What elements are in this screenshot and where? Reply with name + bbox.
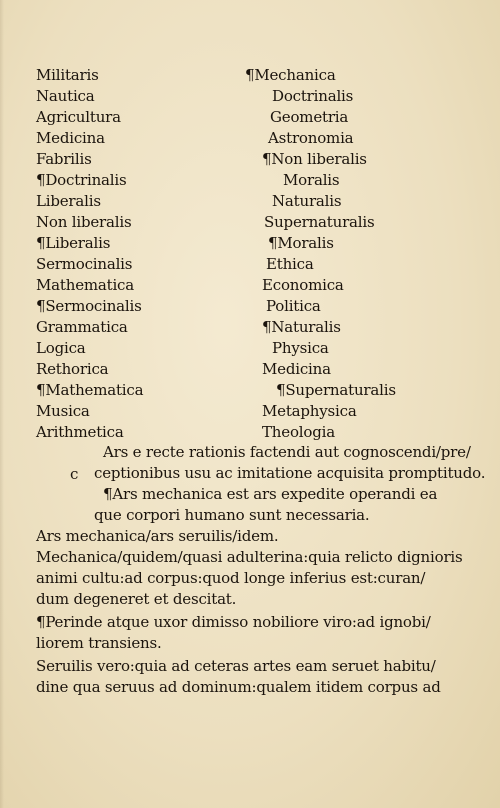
text-line: animi cultu:ad corpus:quod longe inferius est:curan/ xyxy=(36,569,426,587)
right-term: Politica xyxy=(266,297,321,315)
right-term: Supernaturalis xyxy=(264,213,375,231)
right-term: Physica xyxy=(272,339,329,357)
right-term: ¶Non liberalis xyxy=(262,150,367,168)
right-term: Metaphysica xyxy=(262,402,357,420)
right-term: Theologia xyxy=(262,423,335,441)
text-line: ¶Perinde atque uxor dimisso nobiliore viro:ad ignobi/ xyxy=(36,613,431,631)
left-term: Arithmetica xyxy=(36,423,124,441)
left-term: ¶Sermocinalis xyxy=(36,297,142,315)
text-line: liorem transiens. xyxy=(36,634,162,652)
left-term: Grammatica xyxy=(36,318,128,336)
left-term: Fabrilis xyxy=(36,150,92,168)
right-term: ¶Naturalis xyxy=(262,318,341,336)
right-term: Medicina xyxy=(262,360,331,378)
left-term: Agricultura xyxy=(36,108,121,126)
text-line: Mechanica/quidem/quasi adulterina:quia relicto dignioris xyxy=(36,548,463,566)
text-line: Ars mechanica/ars seruilis/idem. xyxy=(36,527,279,545)
page-gutter-shadow xyxy=(0,0,4,808)
left-term: Sermocinalis xyxy=(36,255,133,273)
left-term: Logica xyxy=(36,339,86,357)
right-term: Astronomia xyxy=(268,129,354,147)
left-term: Liberalis xyxy=(36,192,101,210)
left-term: Musica xyxy=(36,402,90,420)
right-term: Ethica xyxy=(266,255,314,273)
right-term: ¶Moralis xyxy=(268,234,334,252)
right-term: ¶Mechanica xyxy=(245,66,336,84)
text-line: ceptionibus usu ac imitatione acquisita promptitudo. xyxy=(94,464,486,482)
right-term: Moralis xyxy=(283,171,340,189)
left-term: ¶Doctrinalis xyxy=(36,171,127,189)
text-line: que corpori humano sunt necessaria. xyxy=(94,506,370,524)
text-line: Seruilis vero:quia ad ceteras artes eam seruet habitu/ xyxy=(36,657,436,675)
margin-letter: c xyxy=(70,465,79,483)
left-term: ¶Mathematica xyxy=(36,381,144,399)
left-term: Militaris xyxy=(36,66,99,84)
right-term: ¶Supernaturalis xyxy=(276,381,396,399)
right-term: Naturalis xyxy=(272,192,342,210)
left-term: Non liberalis xyxy=(36,213,132,231)
left-term: Mathematica xyxy=(36,276,135,294)
left-term: Rethorica xyxy=(36,360,109,378)
right-term: Geometria xyxy=(270,108,349,126)
text-line: dine qua seruus ad dominum:qualem itidem corpus ad xyxy=(36,678,441,696)
text-line: dum degeneret et descitat. xyxy=(36,590,237,608)
left-term: Medicina xyxy=(36,129,105,147)
text-line: Ars e recte rationis factendi aut cognoscendi/pre/ xyxy=(103,443,471,461)
right-term: Economica xyxy=(262,276,344,294)
text-line: ¶Ars mechanica est ars expedite operandi ea xyxy=(103,485,438,503)
right-term: Doctrinalis xyxy=(272,87,354,105)
left-term: ¶Liberalis xyxy=(36,234,111,252)
left-term: Nautica xyxy=(36,87,95,105)
